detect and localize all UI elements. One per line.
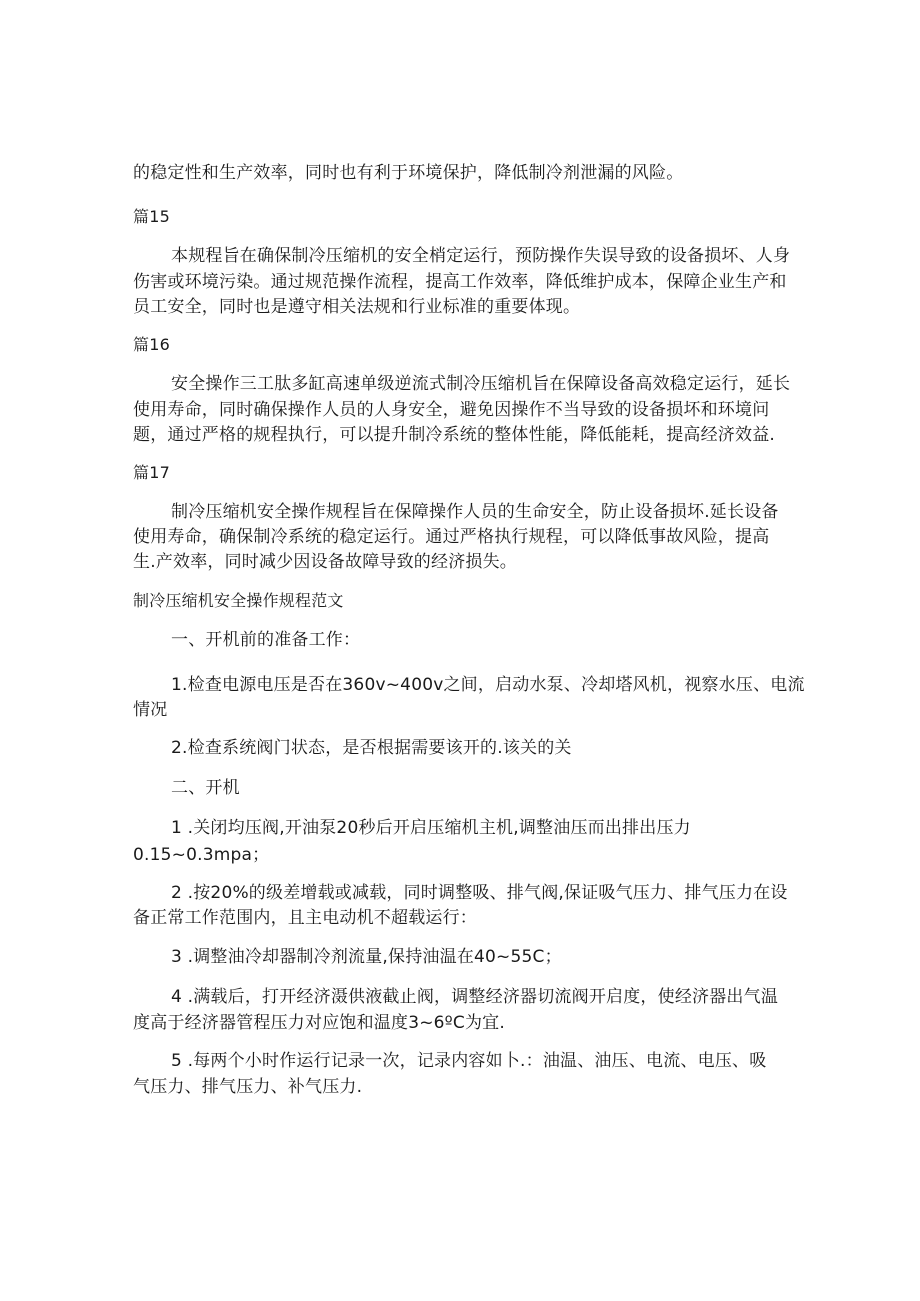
section-17-line-2: 使用寿命，确保制冷系统的稳定运行。通过严格执行规程，可以降低事故风险，提高	[133, 527, 770, 547]
part2-item5-line-2: 气压力、排气压力、补气压力.	[133, 1077, 363, 1097]
section-heading-17: 篇17	[133, 463, 170, 482]
part2-item4-line-2: 度高于经济器管程压力对应饱和温度3~6ºC为宜.	[133, 1013, 505, 1033]
section-16-line-3: 题，通过严格的规程执行，可以提升制冷系统的整体性能，降低能耗，提高经济效益.	[133, 425, 776, 445]
intro-tail-line: 的稳定性和生产效率，同时也有利于环境保护，降低制冷剂泄漏的风险。	[133, 163, 684, 183]
section-15-line-3: 员工安全，同时也是遵守相关法规和行业标准的重要体现。	[133, 297, 581, 317]
section-17-line-3: 生.产效率，同时减少因设备故障导致的经济损失。	[133, 552, 518, 572]
section-17-line-1: 制冷压缩机安全操作规程旨在保障操作人员的生命安全，防止设备损坏.延长设备	[171, 502, 779, 522]
part2-item1-line-2: 0.15~0.3mpa；	[133, 845, 270, 865]
section-15-line-1: 本规程旨在确保制冷压缩机的安全梢定运行，预防操作失误导致的设备损坏、人身	[171, 246, 791, 266]
part2-item1-line-1: 1 .关闭均压阀,开油泵20秒后开启压缩机主机,调整油压而出排出压力	[171, 818, 691, 838]
section-heading-15: 篇15	[133, 207, 170, 226]
section-15-line-2: 伤害或环境污染。通过规范操作流程，提高工作效率，降低维护成本，保障企业生产和	[133, 272, 787, 292]
part1-item2-line-1: 2.检查系统阀门状态，是否根据需要该开的.该关的关	[171, 738, 572, 758]
part1-item1-line-2: 情况	[133, 700, 168, 720]
part1-title: 一、开机前的准备工作：	[171, 630, 361, 650]
sample-title: 制冷压缩机安全操作规程范文	[133, 591, 344, 610]
part2-item5-line-1: 5 .每两个小时作运行记录一次，记录内容如卜.：油温、油压、电流、电压、吸	[171, 1051, 767, 1071]
part2-item3-line-1: 3 .调整油冷却器制冷剂流量,保持油温在40~55C；	[171, 947, 562, 967]
part2-title: 二、开机	[171, 778, 240, 798]
section-16-line-2: 使用寿命，同时确保操作人员的人身安全，避免因操作不当导致的设备损坏和环境问	[133, 400, 770, 420]
section-heading-16: 篇16	[133, 335, 170, 354]
part2-item2-line-2: 备正常工作范围内，且主电动机不超载运行：	[133, 908, 477, 928]
section-16-line-1: 安全操作三工肽多缸高速单级逆流式制冷压缩机旨在保障设备高效稳定运行，延长	[171, 374, 791, 394]
part2-item2-line-1: 2 .按20%的级差增载或减载，同时调整吸、排气阀,保证吸气压力、排气压力在设	[171, 883, 788, 903]
part2-item4-line-1: 4 .满载后，打开经济滠供液截止阀，调整经济器切流阀开启度，使经济器出气温	[171, 987, 779, 1007]
part1-item1-line-1: 1.检查电源电压是否在360v~400v之间，启动水泵、冷却塔风机，视察水压、电流	[171, 675, 805, 695]
